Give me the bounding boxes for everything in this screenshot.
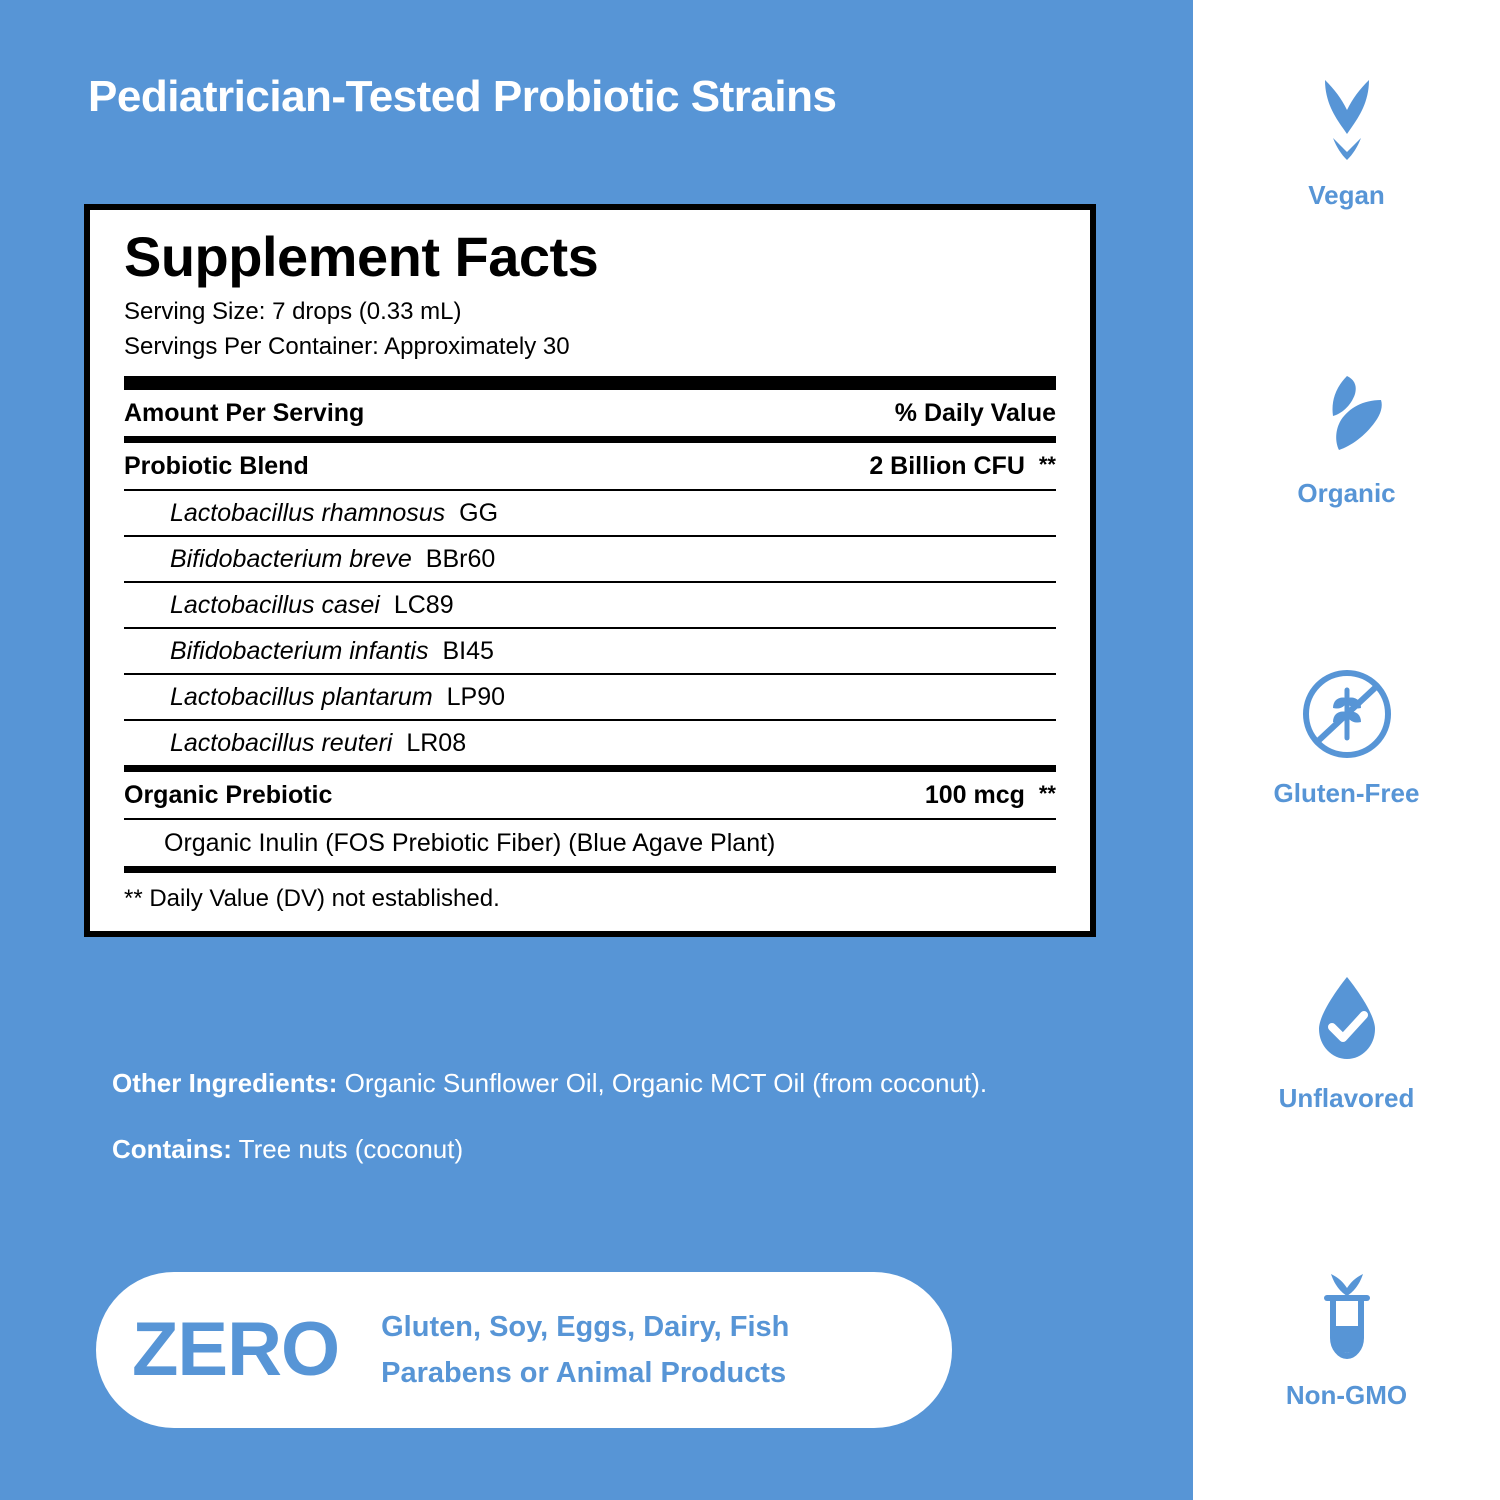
badge-caption: Vegan	[1308, 180, 1385, 210]
strain-code: LC89	[393, 591, 454, 620]
strain-name: Bifidobacterium breve	[170, 545, 412, 574]
unflavored-droplet-check-icon	[1295, 965, 1399, 1073]
table-row	[124, 820, 1056, 866]
strain-name: Bifidobacterium infantis	[170, 637, 429, 666]
zero-claims-line-1: Gluten, Soy, Eggs, Dairy, Fish	[381, 1310, 790, 1343]
other-ingredients-value: Organic Sunflower Oil, Organic MCT Oil (from coconut).	[344, 1068, 988, 1098]
non-gmo-test-tube-icon	[1295, 1262, 1399, 1370]
badge-caption: Unflavored	[1278, 1083, 1415, 1113]
strain-cell	[124, 683, 505, 712]
badge-caption: Organic	[1297, 478, 1396, 508]
gluten-free-wheat-icon	[1295, 660, 1399, 768]
contains-value: Tree nuts (coconut)	[238, 1134, 464, 1164]
strain-code: LR08	[406, 729, 467, 758]
divider-medium	[124, 436, 1056, 443]
strain-name: Lactobacillus rhamnosus	[170, 499, 446, 528]
strain-name: Lactobacillus plantarum	[170, 683, 433, 712]
strain-name: Lactobacillus casei	[170, 591, 380, 620]
strain-cell	[124, 545, 495, 574]
strain-code: LP90	[446, 683, 506, 712]
probiotic-blend-value: 2 Billion CFU	[869, 452, 1025, 481]
organic-leaves-icon	[1295, 360, 1399, 468]
strain-code: BI45	[442, 637, 494, 666]
table-row	[124, 675, 1056, 719]
strain-code: BBr60	[425, 545, 496, 574]
certification-icon-rail	[1193, 0, 1500, 1500]
divider-medium	[124, 765, 1056, 772]
table-row	[124, 583, 1056, 627]
supplement-facts-title: Supplement Facts	[124, 225, 599, 288]
contains-allergens	[112, 1134, 463, 1165]
divider-thick	[124, 376, 1056, 390]
probiotic-blend-footnote-mark: **	[1038, 452, 1056, 478]
table-row	[124, 537, 1056, 581]
strain-cell	[124, 591, 454, 620]
organic-prebiotic-value: 100 mcg	[924, 781, 1025, 810]
servings-per-container: Servings Per Container: Approximately 30	[124, 332, 570, 360]
organic-prebiotic-detail: Organic Inulin (FOS Prebiotic Fiber) (Blue Agave Plant)	[164, 829, 776, 858]
badge-gluten-free	[1193, 660, 1500, 809]
strain-code: GG	[459, 499, 499, 528]
other-ingredients	[112, 1068, 1132, 1099]
supplement-facts-panel	[84, 204, 1096, 937]
organic-prebiotic-label: Organic Prebiotic	[124, 781, 333, 810]
vegan-leaf-icon	[1295, 62, 1399, 170]
daily-value-header: % Daily Value	[894, 399, 1056, 428]
zero-claims-text	[381, 1304, 789, 1397]
probiotic-blend-amount	[869, 452, 1056, 481]
strain-cell	[124, 499, 498, 528]
zero-word: ZERO	[132, 1307, 340, 1392]
probiotic-blend-label: Probiotic Blend	[124, 452, 309, 481]
serving-size: Serving Size: 7 drops (0.33 mL)	[124, 297, 462, 325]
probiotic-blend-row	[124, 443, 1056, 489]
organic-prebiotic-row	[124, 772, 1056, 818]
badge-caption: Non-GMO	[1285, 1380, 1408, 1410]
badge-non-gmo	[1193, 1262, 1500, 1411]
divider-medium	[124, 866, 1056, 873]
table-header-row	[124, 390, 1056, 436]
strain-cell	[124, 637, 494, 666]
table-row	[124, 721, 1056, 765]
strain-cell	[124, 729, 466, 758]
badge-caption: Gluten-Free	[1273, 778, 1420, 808]
amount-per-serving-header: Amount Per Serving	[124, 399, 365, 428]
organic-prebiotic-footnote-mark: **	[1038, 781, 1056, 807]
zero-claims-badge	[96, 1272, 952, 1428]
table-row	[124, 491, 1056, 535]
strain-name: Lactobacillus reuteri	[170, 729, 393, 758]
contains-label: Contains:	[112, 1134, 232, 1164]
daily-value-footnote: ** Daily Value (DV) not established.	[124, 885, 500, 913]
badge-unflavored	[1193, 965, 1500, 1114]
table-row	[124, 629, 1056, 673]
badge-vegan	[1193, 62, 1500, 211]
other-ingredients-label: Other Ingredients:	[112, 1068, 338, 1098]
zero-claims-line-2: Parabens or Animal Products	[381, 1357, 787, 1389]
badge-organic	[1193, 360, 1500, 509]
organic-prebiotic-amount	[925, 781, 1056, 810]
page-title: Pediatrician-Tested Probiotic Strains	[88, 72, 837, 121]
